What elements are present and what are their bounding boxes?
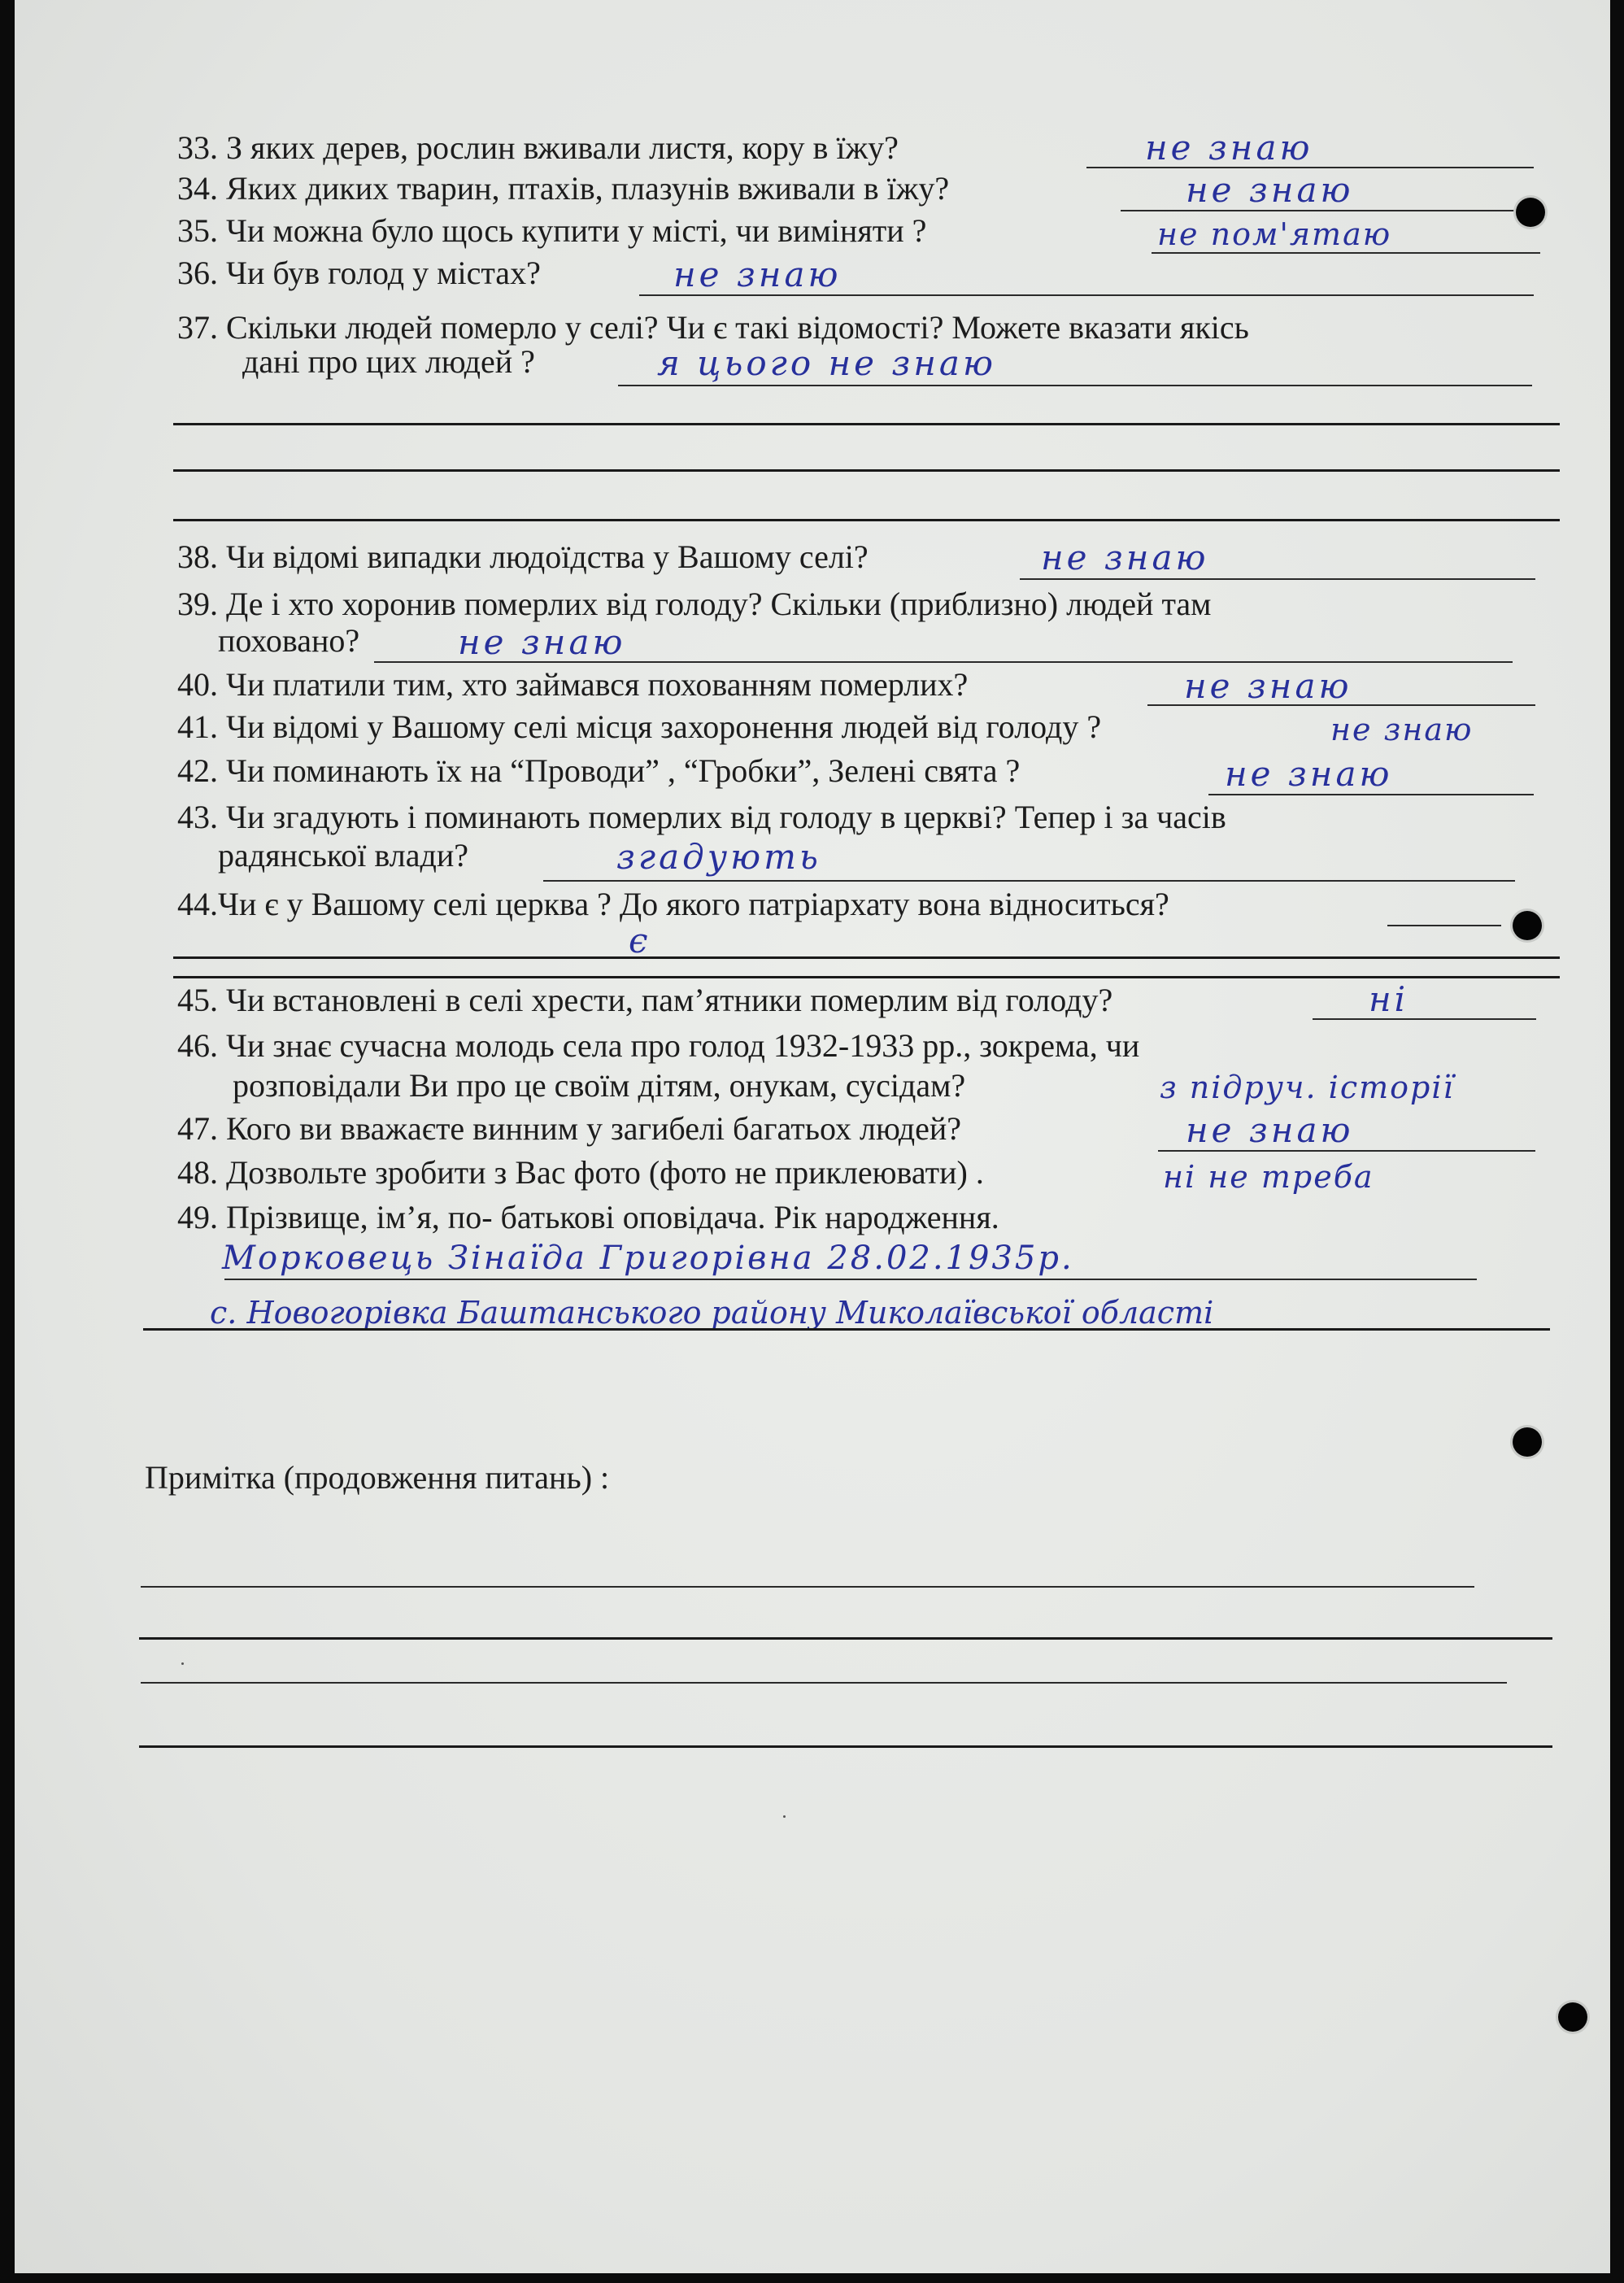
answer-line-43 xyxy=(543,880,1515,882)
questionnaire-page xyxy=(15,0,1610,2273)
answer-line-49b xyxy=(143,1328,1550,1331)
answer-36: не знаю xyxy=(673,255,842,294)
answer-49-line2: с. Новогорівка Баштанського району Миколаївської області xyxy=(210,1295,1214,1331)
blank-rule-4 xyxy=(173,956,1560,959)
question-39-line2: поховано? xyxy=(218,622,360,659)
answer-35: не пом'ятаю xyxy=(1157,216,1392,252)
answer-line-47 xyxy=(1158,1150,1535,1152)
answer-line-49a xyxy=(224,1279,1477,1280)
punch-hole-3 xyxy=(1513,1427,1542,1457)
answer-38: не знаю xyxy=(1041,538,1209,577)
answer-34: не знаю xyxy=(1186,170,1354,210)
question-47: 47. Кого ви вважаєте винним у загибелі багатьох людей? xyxy=(177,1110,962,1147)
answer-33: не знаю xyxy=(1145,128,1313,168)
question-40: 40. Чи платили тим, хто займався похованням померлих? xyxy=(177,666,969,703)
question-48: 48. Дозвольте зробити з Вас фото (фото не приклеювати) . xyxy=(177,1154,984,1191)
answer-45: ні xyxy=(1369,979,1409,1019)
note-line-3 xyxy=(141,1682,1507,1684)
question-42: 42. Чи поминають їх на “Проводи” , “Гробки”, Зелені свята ? xyxy=(177,752,1021,789)
blank-rule-2 xyxy=(173,469,1560,472)
blank-rule-5 xyxy=(173,976,1560,978)
question-36: 36. Чи був голод у містах? xyxy=(177,255,541,291)
answer-line-45 xyxy=(1313,1018,1536,1020)
question-37-line1: 37. Скільки людей померло у селі? Чи є такі відомості? Можете вказати якісь xyxy=(177,309,1249,346)
question-38: 38. Чи відомі випадки людоїдства у Вашому селі? xyxy=(177,538,869,575)
answer-line-38 xyxy=(1020,578,1535,580)
answer-44: є xyxy=(629,921,651,961)
question-44: 44.Чи є у Вашому селі церква ? До якого патріархату вона відноситься? xyxy=(177,886,1169,922)
question-43-line1: 43. Чи згадують і поминають померлих від голоду в церкві? Тепер і за часів xyxy=(177,799,1226,835)
question-46-line2: розповідали Ви про це своїм дітям, онукам, сусідам? xyxy=(233,1067,966,1104)
blank-rule-1 xyxy=(173,423,1560,425)
question-41: 41. Чи відомі у Вашому селі місця захоронення людей від голоду ? xyxy=(177,708,1102,745)
answer-line-36 xyxy=(639,294,1534,296)
punch-hole-1 xyxy=(1516,198,1545,227)
answer-47: не знаю xyxy=(1186,1110,1354,1150)
question-37-line2: дані про цих людей ? xyxy=(242,343,535,380)
answer-46: з підруч. історії xyxy=(1160,1070,1455,1105)
answer-49-line1: Морковець Зінаїда Григорівна 28.02.1935р. xyxy=(222,1240,1074,1277)
note-label: Примітка (продовження питань) : xyxy=(145,1459,610,1496)
punch-hole-2 xyxy=(1513,911,1542,940)
question-34: 34. Яких диких тварин, птахів, плазунів вживали в їжу? xyxy=(177,170,950,207)
note-line-1 xyxy=(141,1586,1474,1588)
answer-48: ні не треба xyxy=(1163,1159,1374,1195)
blank-rule-3 xyxy=(173,519,1560,521)
question-49: 49. Прізвище, ім’я, по- батькові оповідача. Рік народження. xyxy=(177,1199,999,1235)
paper-speck xyxy=(181,1662,184,1665)
paper-speck xyxy=(783,1815,786,1818)
note-line-4 xyxy=(139,1745,1552,1748)
answer-39: не знаю xyxy=(458,622,626,662)
question-46-line1: 46. Чи знає сучасна молодь села про голод 1932-1933 рр., зокрема, чи xyxy=(177,1027,1140,1064)
answer-line-42 xyxy=(1208,794,1534,795)
question-43-line2: радянської влади? xyxy=(218,837,469,874)
question-45: 45. Чи встановлені в селі хрести, пам’ятники померлим від голоду? xyxy=(177,982,1113,1018)
question-35: 35. Чи можна було щось купити у місті, чи виміняти ? xyxy=(177,212,927,249)
answer-41: не знаю xyxy=(1330,712,1474,747)
answer-line-44 xyxy=(1387,925,1501,926)
answer-40: не знаю xyxy=(1184,666,1352,706)
question-39-line1: 39. Де і хто хоронив померлих від голоду? Скільки (приблизно) людей там xyxy=(177,586,1212,622)
question-33: 33. З яких дерев, рослин вживали листя, кору в їжу? xyxy=(177,129,899,166)
answer-line-34 xyxy=(1121,210,1535,211)
answer-line-35 xyxy=(1152,252,1540,254)
answer-42: не знаю xyxy=(1225,754,1393,794)
answer-43: згадують xyxy=(616,837,821,877)
punch-hole-4 xyxy=(1558,2002,1587,2032)
answer-37: я цього не знаю xyxy=(657,343,996,383)
answer-line-37 xyxy=(618,385,1532,386)
note-line-2 xyxy=(139,1637,1552,1640)
